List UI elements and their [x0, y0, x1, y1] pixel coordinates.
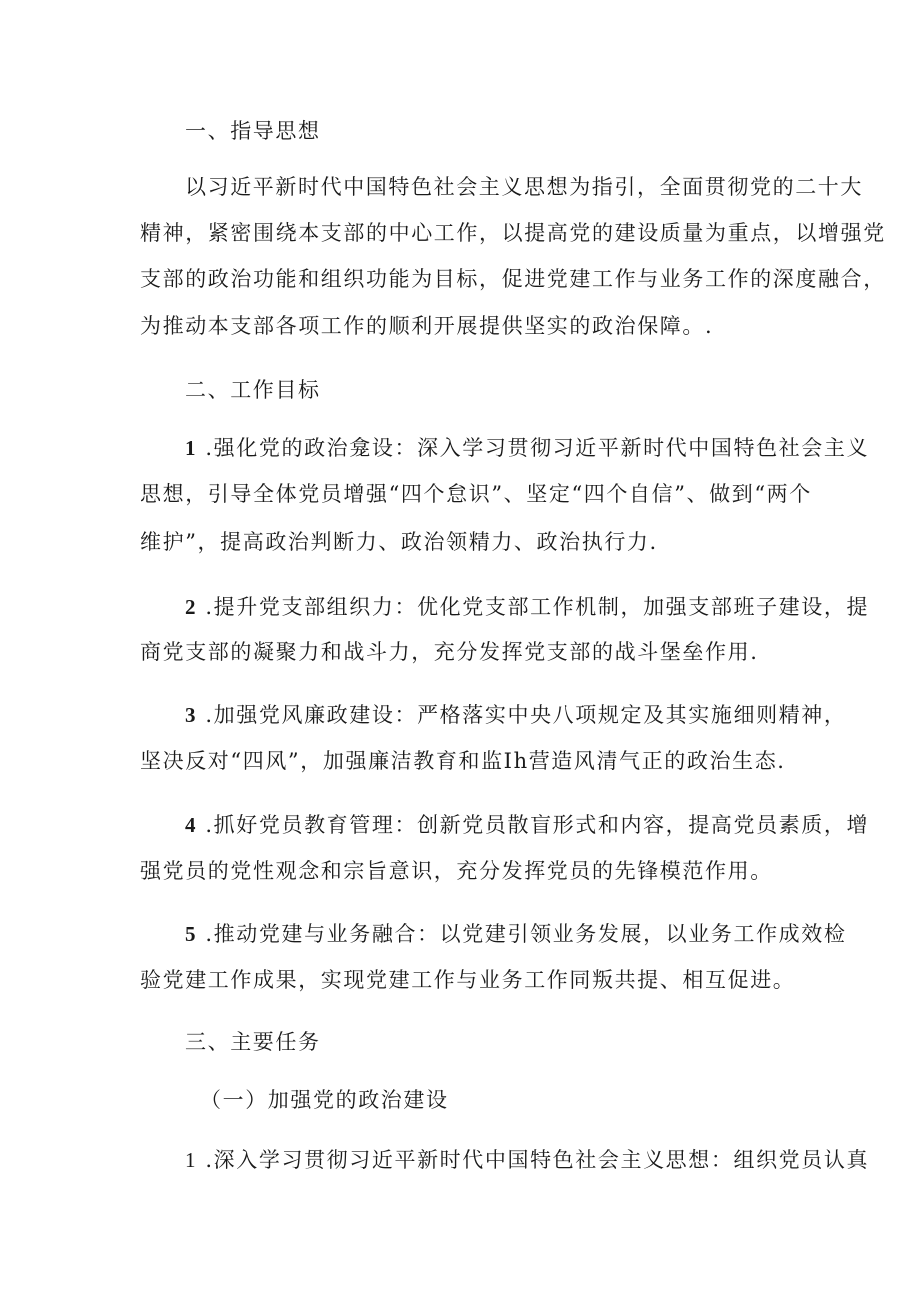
subsection-heading: （一）加强党的政治建设 — [200, 1088, 449, 1112]
item-text: .抓好党员教育管理：创新党员散盲形式和内容，提高党员素质，增 — [205, 813, 870, 837]
paragraph-line: 商党支部的凝聚力和战斗力，充分发挥党支部的战斗堡垒作用. — [140, 640, 759, 664]
item-number: 2 — [185, 595, 198, 619]
item-number: 3 — [185, 703, 198, 727]
paragraph-line: 为推动本支部各项工作的顺利开展提供坚实的政治保障。. — [140, 314, 714, 338]
paragraph-line: 维护”，提高政治判断力、政治领精力、政治执行力. — [140, 530, 658, 554]
section-heading-guiding-ideology: 一、指导思想 — [185, 119, 321, 143]
paragraph-line: 思想，引导全体党员增强“四个怠识”、坚定“四个自信”、做到“两个 — [140, 482, 812, 506]
goal-item-2 — [185, 592, 869, 622]
paragraph-line: 强党员的党性观念和宗旨意识，充分发挥党员的先锋模范作用。 — [140, 859, 773, 883]
task-item-1 — [185, 1145, 869, 1175]
item-number: 1 — [185, 436, 198, 460]
goal-item-4 — [185, 810, 869, 840]
paragraph-line: 以习近平新时代中国特色社会主义思想为指引，全面贯彻党的二十大 — [185, 175, 863, 199]
paragraph-line: 坚决反对“四风”，加强廉洁教育和监Ih营造风清气正的政治生态. — [140, 749, 786, 773]
section-heading-work-goals: 二、工作目标 — [185, 378, 321, 402]
item-number: 4 — [185, 813, 198, 837]
item-number: 5 — [185, 922, 198, 946]
item-text: .提升党支部组织力：优化党支部工作机制，加强支部班子建设，提 — [205, 595, 870, 619]
goal-item-1 — [185, 433, 869, 463]
item-text: .推动党建与业务融合：以党建引领业务发展，以业务工作成效检 — [205, 922, 847, 946]
paragraph-line: 精神，紧密围绕本支部的中心工作，以提高党的建设质量为重点，以增强党 — [140, 221, 886, 245]
paragraph-line: 验党建工作成果，实现党建工作与业务工作同叛共提、相互促进。 — [140, 968, 796, 992]
goal-item-3 — [185, 700, 846, 730]
item-text: .强化党的政治龛设：深入学习贯彻习近平新时代中国特色社会主义 — [205, 436, 870, 460]
goal-item-5 — [185, 919, 846, 949]
item-text: .深入学习贯彻习近平新时代中国特色社会主义思想：组织党员认真 — [205, 1148, 870, 1172]
item-number: 1 — [185, 1148, 198, 1172]
section-heading-main-tasks: 三、主要任务 — [185, 1030, 321, 1054]
item-text: .加强党风廉政建设：严格落实中央八项规定及其实施细则精神， — [205, 703, 847, 727]
paragraph-line: 支部的政治功能和组织功能为目标，促进党建工作与业务工作的深度融合， — [140, 267, 886, 291]
